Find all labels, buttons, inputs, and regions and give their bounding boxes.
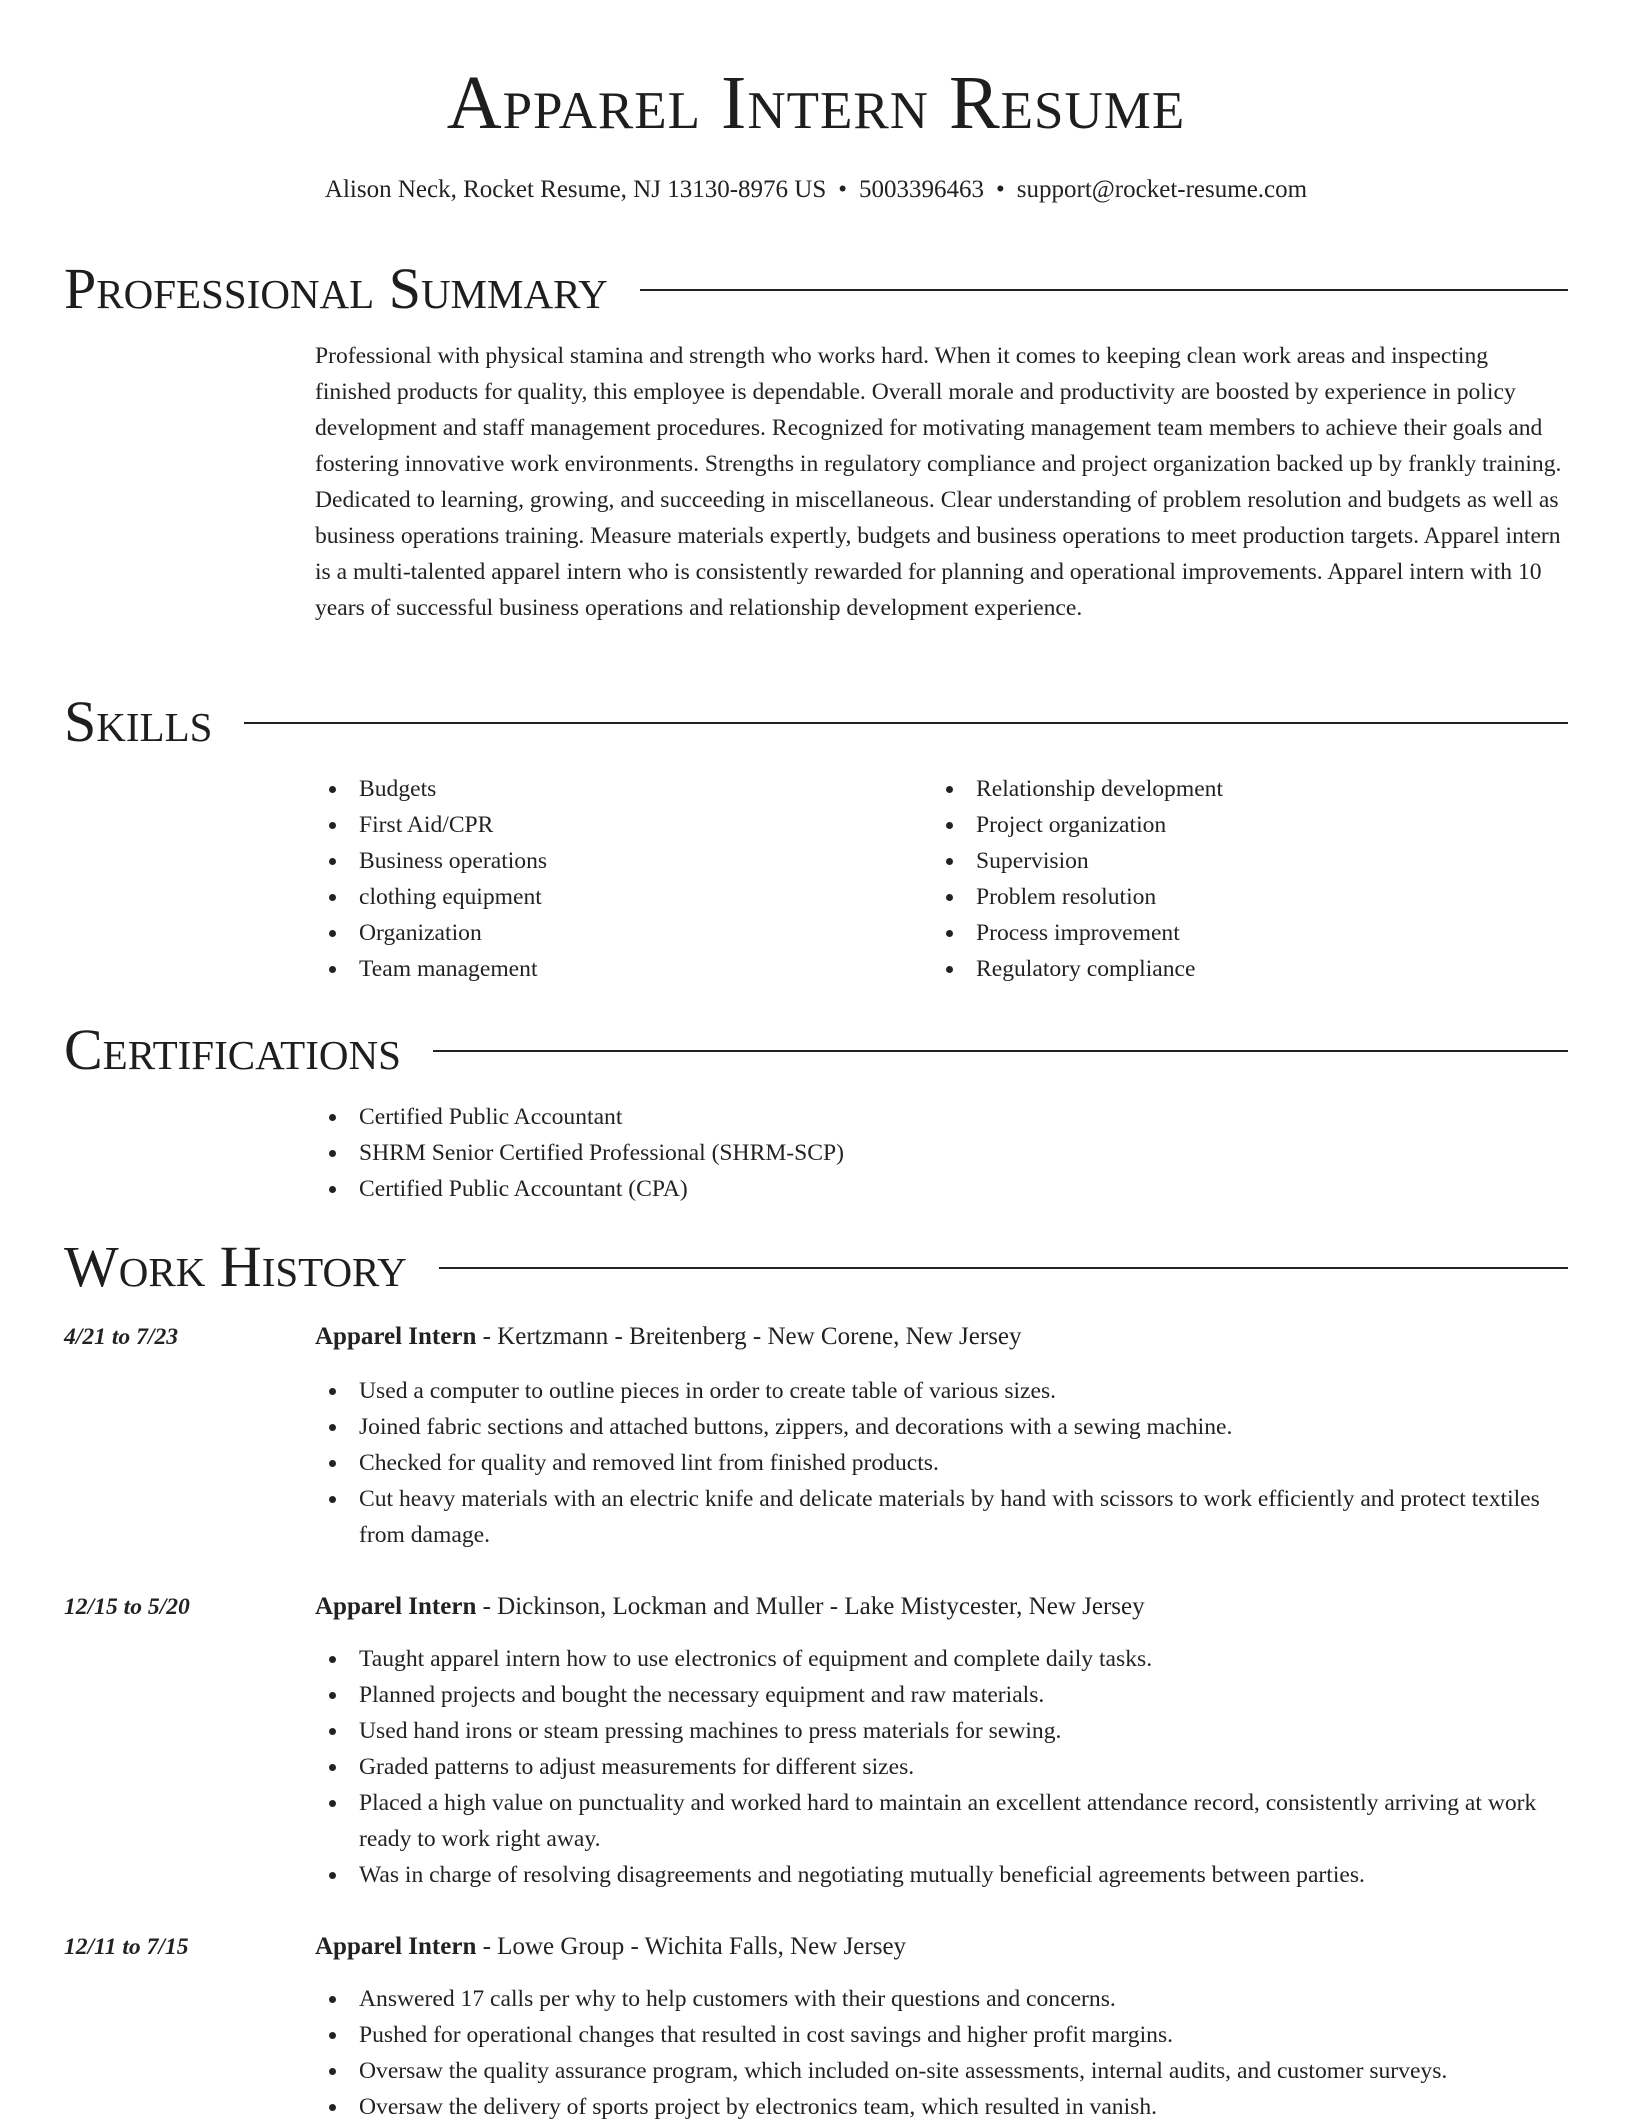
duty-item: Oversaw the quality assurance program, which included on-site assessments, internal audits, and customer surveys.	[315, 2053, 1565, 2089]
certifications-section-header	[64, 1015, 1568, 1085]
skill-item: Business operations	[315, 843, 875, 879]
job-heading	[315, 1589, 1565, 1625]
duty-item: Placed a high value on punctuality and worked hard to maintain an excellent attendance record, consistently arriving at work ready to work right away.	[315, 1785, 1565, 1857]
skill-item: Regulatory compliance	[932, 951, 1552, 987]
duty-item: Was in charge of resolving disagreements and negotiating mutually beneficial agreements between parties.	[315, 1857, 1565, 1893]
section-divider	[433, 1050, 1568, 1052]
job-role: Apparel Intern	[315, 1323, 477, 1350]
contact-email[interactable]: support@rocket-resume.com	[1016, 176, 1308, 203]
skills-list-right	[932, 771, 1552, 987]
job-duties-list	[315, 1373, 1565, 1553]
skill-item: clothing equipment	[315, 879, 875, 915]
skill-item: Project organization	[932, 807, 1552, 843]
certification-item: Certified Public Accountant	[315, 1099, 1565, 1135]
job-employer: - Kertzmann - Breitenberg - New Corene, New Jersey	[476, 1323, 1022, 1350]
section-title-summary: Professional Summary	[64, 256, 608, 321]
job-role: Apparel Intern	[315, 1933, 477, 1960]
section-divider	[244, 722, 1568, 724]
resume-title: Apparel Intern Resume	[446, 61, 1186, 145]
job-employer: - Dickinson, Lockman and Muller - Lake Mistycester, New Jersey	[476, 1593, 1145, 1620]
skills-section-header	[64, 687, 1568, 757]
section-title-certifications: Certifications	[64, 1017, 401, 1082]
contact-phone: 5003396463	[859, 176, 985, 203]
work-history-section-header	[64, 1232, 1568, 1302]
job-dates: 4/21 to 7/23	[64, 1324, 179, 1350]
duty-item: Pushed for operational changes that resulted in cost savings and higher profit margins.	[315, 2017, 1565, 2053]
job-heading	[315, 1929, 1565, 1965]
duty-item: Cut heavy materials with an electric knife and delicate materials by hand with scissors to work efficiently and protect textiles from damage.	[315, 1481, 1565, 1553]
contact-separator: •	[838, 176, 848, 203]
job-duties-list	[315, 1641, 1565, 1893]
certification-item: SHRM Senior Certified Professional (SHRM-SCP)	[315, 1135, 1565, 1171]
contact-address: Alison Neck, Rocket Resume, NJ 13130-8976 US	[324, 176, 827, 203]
job-dates: 12/11 to 7/15	[64, 1934, 189, 1960]
section-title-skills: Skills	[64, 689, 213, 754]
duty-item: Planned projects and bought the necessary equipment and raw materials.	[315, 1677, 1565, 1713]
job-employer: - Lowe Group - Wichita Falls, New Jersey	[476, 1933, 907, 1960]
duty-item: Used hand irons or steam pressing machines to press materials for sewing.	[315, 1713, 1565, 1749]
skill-item: Team management	[315, 951, 875, 987]
skill-item: Relationship development	[932, 771, 1552, 807]
summary-section-header	[64, 254, 1568, 324]
skill-item: Organization	[315, 915, 875, 951]
skill-item: Process improvement	[932, 915, 1552, 951]
skill-item: Problem resolution	[932, 879, 1552, 915]
skills-list-left	[315, 771, 875, 987]
duty-item: Taught apparel intern how to use electronics of equipment and complete daily tasks.	[315, 1641, 1565, 1677]
job-dates: 12/15 to 5/20	[64, 1594, 190, 1620]
summary-text: Professional with physical stamina and strength who works hard. When it comes to keeping clean work areas and inspecting finished products for quality, this employee is dependable. Overall morale and productivity are boosted by experience in policy development and staff management procedures. Recognized for motivating management team members to achieve their goals and fostering innovative work environments. Strengths in regulatory compliance and project organization backed up by frankly training. Dedicated to learning, growing, and succeeding in miscellaneous. Clear understanding of problem resolution and budgets as well as business operations training. Measure materials expertly, budgets and business operations to meet production targets. Apparel intern is a multi-talented apparel intern who is consistently rewarded for planning and operational improvements. Apparel intern with 10 years of successful business operations and relationship development experience.	[315, 343, 1562, 621]
certifications-list	[315, 1099, 1565, 1207]
duty-item: Answered 17 calls per why to help customers with their questions and concerns.	[315, 1981, 1565, 2017]
duty-item: Joined fabric sections and attached buttons, zippers, and decorations with a sewing machine.	[315, 1409, 1565, 1445]
job-role: Apparel Intern	[315, 1593, 477, 1620]
job-heading	[315, 1319, 1565, 1355]
skill-item: Supervision	[932, 843, 1552, 879]
skill-item: First Aid/CPR	[315, 807, 875, 843]
skill-item: Budgets	[315, 771, 875, 807]
section-divider	[640, 289, 1568, 291]
job-duties-list	[315, 1981, 1565, 2125]
duty-item: Oversaw the delivery of sports project by electronics team, which resulted in vanish.	[315, 2089, 1565, 2125]
duty-item: Graded patterns to adjust measurements for different sizes.	[315, 1749, 1565, 1785]
duty-item: Checked for quality and removed lint from finished products.	[315, 1445, 1565, 1481]
certification-item: Certified Public Accountant (CPA)	[315, 1171, 1565, 1207]
duty-item: Used a computer to outline pieces in order to create table of various sizes.	[315, 1373, 1565, 1409]
contact-separator: •	[996, 176, 1005, 203]
contact-line	[0, 174, 1632, 206]
section-title-work-history: Work History	[64, 1234, 407, 1299]
section-divider	[439, 1267, 1568, 1269]
